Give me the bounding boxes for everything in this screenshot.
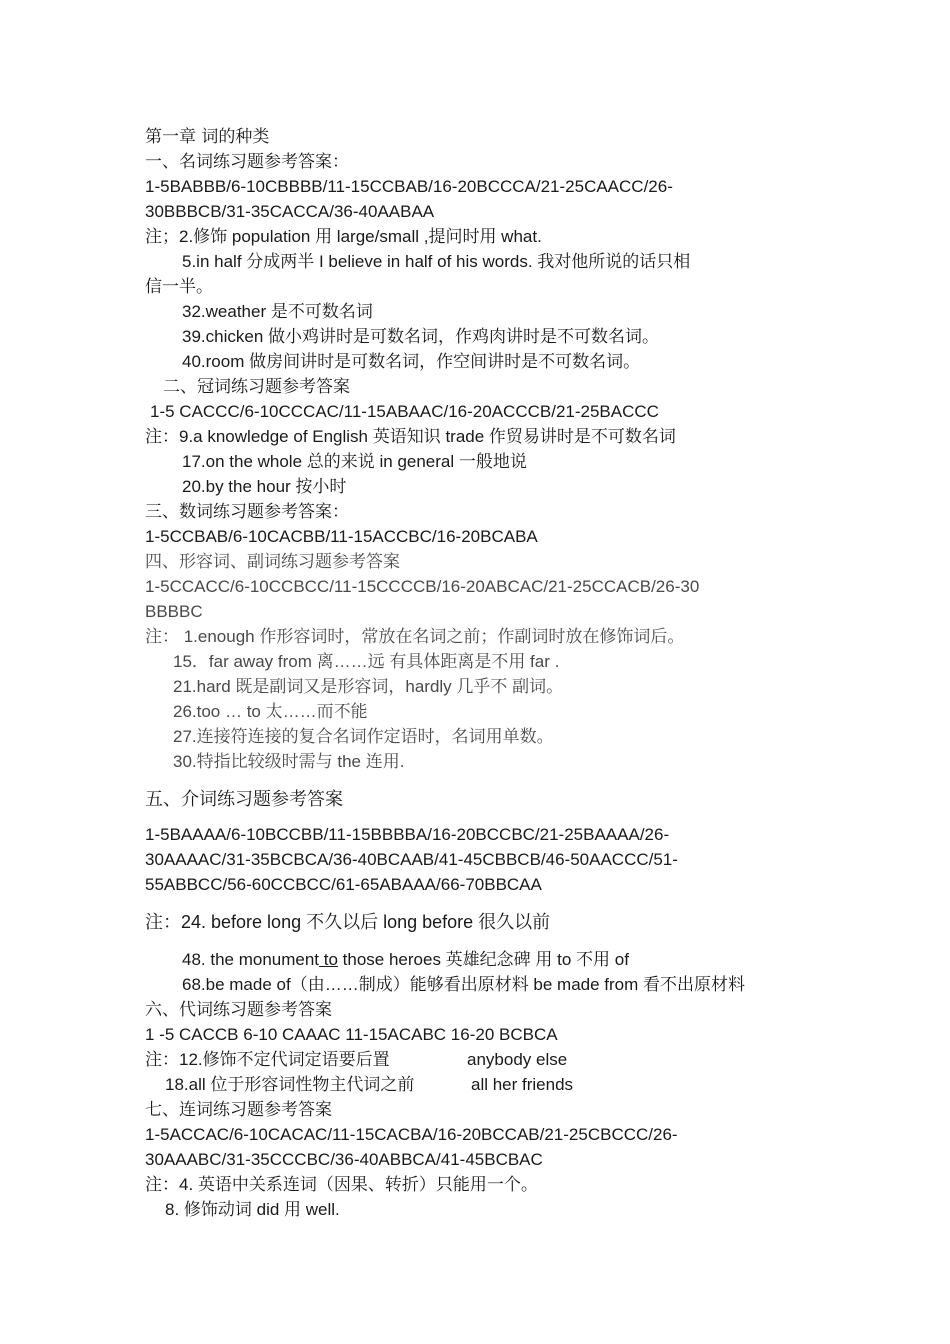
answer-line: 1-5CCACC/6-10CCBCC/11-15CCCCB/16-20ABCAC/21-25CCACB/26-30 [145, 577, 700, 596]
note-line: 注： 1.enough 作形容词时，常放在名词之前；作副词时放在修饰词后。 [145, 627, 685, 646]
note-line: 注：4. 英语中关系连词（因果、转折）只能用一个。 [145, 1175, 538, 1194]
note-line: 注：9.a knowledge of English 英语知识 trade 作贸易讲时是不可数名词 [145, 427, 676, 446]
note-text: 48. the monument [182, 950, 320, 969]
note-line: 68.be made of（由……制成）能够看出原材料 be made from 看不出原材料 [182, 975, 746, 994]
note-line: 39.chicken 做小鸡讲时是可数名词，作鸡肉讲时是不可数名词。 [182, 327, 659, 346]
note-line: 注：12.修饰不定代词定语要后置 [145, 1050, 390, 1069]
chapter-title: 第一章 词的种类 [145, 127, 270, 147]
answer-line: 1-5CCBAB/6-10CACBB/11-15ACCBC/16-20BCABA [145, 527, 538, 546]
note-line: 32.weather 是不可数名词 [182, 302, 373, 321]
note-line: 5.in half 分成两半 I believe in half of his words. 我对他所说的话只相 [182, 252, 691, 271]
answer-line: 1-5 CACCC/6-10CCCAC/11-15ABAAC/16-20ACCCB/21-25BACCC [150, 402, 659, 421]
section-heading-articles: 二、冠词练习题参考答案 [163, 377, 350, 397]
note-line: 注；2.修饰 population 用 large/small ,提问时用 what. [145, 227, 542, 246]
answer-line: 30BBBCB/31-35CACCA/36-40AABAA [145, 202, 435, 221]
section-heading-adjectives: 四、形容词、副词练习题参考答案 [145, 552, 400, 572]
note-line [182, 948, 629, 972]
underlined-word: to [319, 950, 338, 969]
note-line: 20.by the hour 按小时 [182, 477, 347, 496]
note-line: 21.hard 既是副词又是形容词，hardly 几乎不 副词。 [173, 677, 564, 696]
answer-line: 30AAAAC/31-35BCBCA/36-40BCAAB/41-45CBBCB/46-50AACCC/51- [145, 850, 678, 869]
answer-line: 30AAABC/31-35CCCBC/36-40ABBCA/41-45BCBAC [145, 1150, 543, 1169]
note-line: 18.all 位于形容词性物主代词之前 [165, 1075, 415, 1094]
note-line: 17.on the whole 总的来说 in general 一般地说 [182, 452, 527, 471]
note-line: 15．far away from 离……远 有具体距离是不用 far . [173, 652, 560, 671]
section-heading-numerals: 三、数词练习题参考答案： [145, 502, 349, 522]
note-line: 8. 修饰动词 did 用 well. [165, 1200, 340, 1219]
answer-line: 1 -5 CACCB 6-10 CAAAC 11-15ACABC 16-20 BCBCA [145, 1025, 558, 1044]
note-line: 注：24. before long 不久以后 long before 很久以前 [145, 912, 551, 932]
note-line: 26.too … to 太……而不能 [173, 702, 368, 721]
answer-line: BBBBC [145, 602, 203, 621]
note-line: 27.连接符连接的复合名词作定语时，名词用单数。 [173, 727, 554, 746]
note-line: 30.特指比较级时需与 the 连用. [173, 752, 405, 771]
note-text: those heroes 英雄纪念碑 用 to 不用 of [337, 950, 629, 969]
section-heading-pronouns: 六、代词练习题参考答案 [145, 1000, 332, 1020]
answer-line: 1-5ACCAC/6-10CACAC/11-15CACBA/16-20BCCAB/21-25CBCCC/26- [145, 1125, 678, 1144]
section-heading-conjunctions: 七、连词练习题参考答案 [145, 1100, 332, 1120]
section-heading-nouns: 一、名词练习题参考答案： [145, 152, 349, 172]
note-line: all her friends [471, 1075, 574, 1094]
note-line: anybody else [467, 1050, 568, 1069]
section-heading-prepositions: 五、介词练习题参考答案 [145, 789, 343, 809]
answer-line: 55ABBCC/56-60CCBCC/61-65ABAAA/66-70BBCAA [145, 875, 542, 894]
answer-line: 1-5BABBB/6-10CBBBB/11-15CCBAB/16-20BCCCA/21-25CAACC/26- [145, 177, 673, 196]
note-line: 40.room 做房间讲时是可数名词，作空间讲时是不可数名词。 [182, 352, 641, 371]
answer-line: 1-5BAAAA/6-10BCCBB/11-15BBBBA/16-20BCCBC/21-25BAAAA/26- [145, 825, 670, 844]
note-line: 信一半。 [145, 277, 213, 297]
